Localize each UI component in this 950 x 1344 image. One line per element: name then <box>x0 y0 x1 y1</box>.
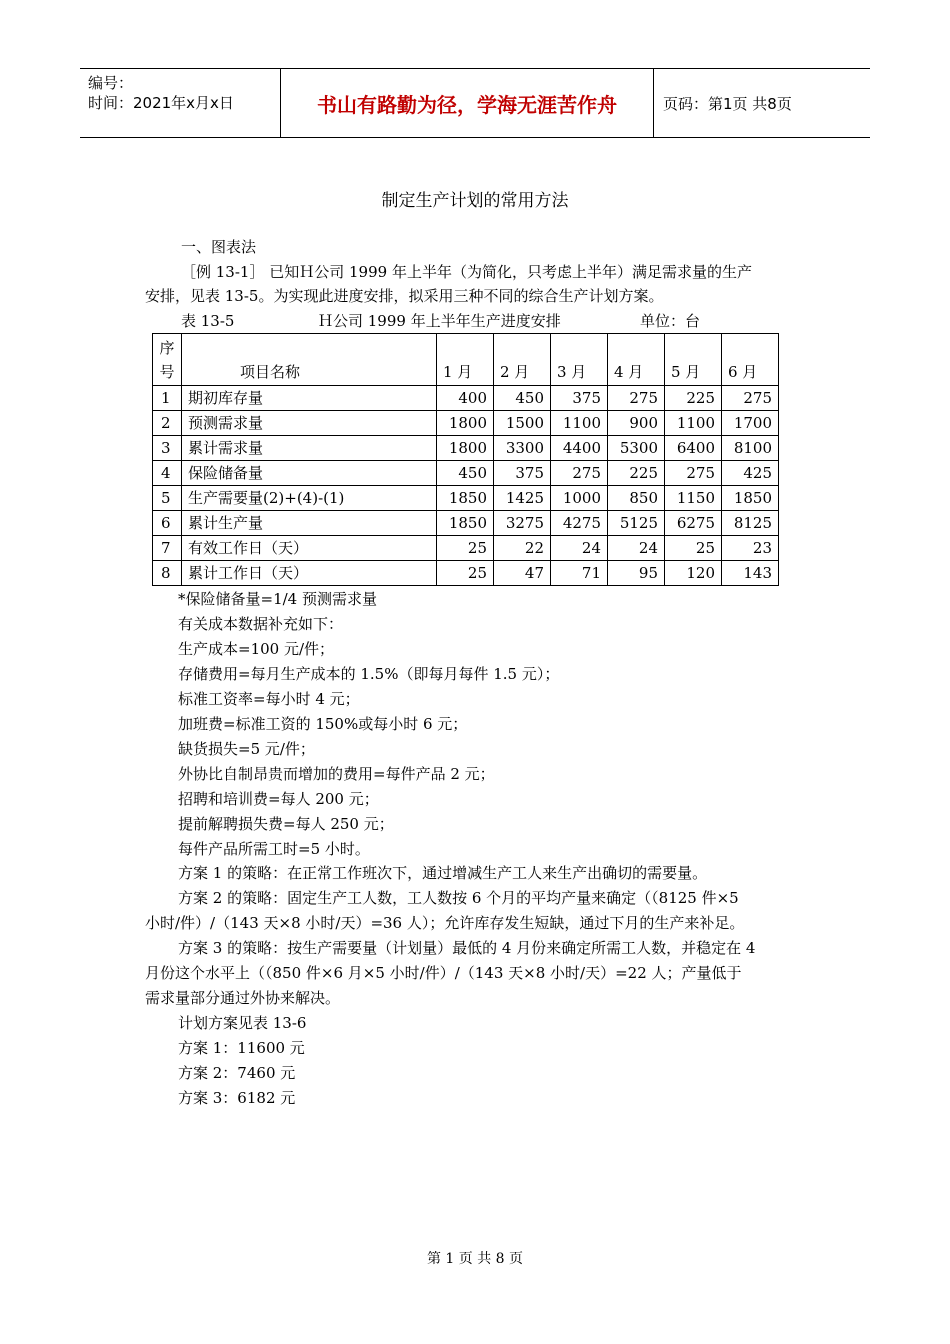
table-row <box>153 561 779 586</box>
cell-seq: 5 <box>153 486 182 511</box>
cost-item: 外协比自制昂贵而增加的费用=每件产品 2 元； <box>178 765 495 783</box>
cell-value: 23 <box>722 536 779 561</box>
cell-value: 1800 <box>437 411 494 436</box>
plan-3-strategy-line-3: 需求量部分通过外协来解决。 <box>145 989 341 1007</box>
cell-seq: 8 <box>153 561 182 586</box>
cell-value: 143 <box>722 561 779 586</box>
cell-value: 375 <box>494 461 551 486</box>
cell-value: 1150 <box>665 486 722 511</box>
table-row <box>153 536 779 561</box>
cost-item: 存储费用=每月生产成本的 1.5%（即每月每件 1.5 元）； <box>178 665 560 683</box>
document-title: 制定生产计划的常用方法 <box>381 191 569 211</box>
plan-2-strategy-line-1: 方案 2 的策略：固定生产工人数，工人数按 6 个月的平均产量来确定（（8125 件×5 <box>178 889 739 907</box>
cell-value: 120 <box>665 561 722 586</box>
header-month: 2 月 <box>494 334 551 386</box>
section-heading: 一、图表法 <box>181 238 257 256</box>
cost-item: 提前解聘损失费=每人 250 元； <box>178 815 394 833</box>
cell-item: 预测需求量 <box>182 411 437 436</box>
plan-2-strategy-line-2: 小时/件）/（143 天×8 小时/天）=36 人）；允许库存发生短缺，通过下月的生产来补足。 <box>145 914 745 932</box>
cell-seq: 4 <box>153 461 182 486</box>
cost-intro: 有关成本数据补充如下： <box>178 615 344 633</box>
header-month: 1 月 <box>437 334 494 386</box>
cell-value: 275 <box>551 461 608 486</box>
header-item: 项目名称 <box>182 334 437 386</box>
table-row <box>153 411 779 436</box>
cell-value: 1700 <box>722 411 779 436</box>
header-motto: 书山有路勤为径，学海无涯苦作舟 <box>280 69 654 137</box>
plan-3-strategy-line-1: 方案 3 的策略：按生产需要量（计划量）最低的 4 月份来确定所需工人数，并稳定在 4 <box>178 939 756 957</box>
cell-item: 有效工作日（天） <box>182 536 437 561</box>
example-text-line-2: 安排，见表 13-5。为实现此进度安排，拟采用三种不同的综合生产计划方案。 <box>145 287 664 305</box>
page-header <box>80 68 870 138</box>
table-row <box>153 436 779 461</box>
cell-value: 4275 <box>551 511 608 536</box>
example-text-line-1: ［例 13-1］ 已知Ｈ公司 1999 年上半年（为简化，只考虑上半年）满足需求量的生产 <box>181 263 752 281</box>
table-caption-unit: 单位：台 <box>640 312 701 330</box>
table-caption-name: Ｈ公司 1999 年上半年生产进度安排 <box>318 312 561 330</box>
cell-value: 1800 <box>437 436 494 461</box>
cost-item: 加班费=标准工资的 150%或每小时 6 元； <box>178 715 468 733</box>
cell-value: 1100 <box>665 411 722 436</box>
header-meta <box>80 69 280 137</box>
header-month: 3 月 <box>551 334 608 386</box>
cell-value: 5300 <box>608 436 665 461</box>
cell-value: 400 <box>437 386 494 411</box>
plan-result: 方案 2：7460 元 <box>178 1064 296 1082</box>
page-footer: 第 1 页 共 8 页 <box>426 1251 524 1267</box>
cell-item: 累计需求量 <box>182 436 437 461</box>
cell-value: 6275 <box>665 511 722 536</box>
cell-value: 275 <box>608 386 665 411</box>
table-row <box>153 386 779 411</box>
cell-value: 1850 <box>437 486 494 511</box>
table-row <box>153 511 779 536</box>
cost-item: 缺货损失=5 元/件； <box>178 740 315 758</box>
cell-value: 450 <box>437 461 494 486</box>
cell-value: 5125 <box>608 511 665 536</box>
header-month: 4 月 <box>608 334 665 386</box>
cell-value: 8100 <box>722 436 779 461</box>
table-caption-label: 表 13-5 <box>181 312 235 330</box>
cell-value: 3275 <box>494 511 551 536</box>
plan-result: 方案 1：11600 元 <box>178 1039 305 1057</box>
header-seq <box>153 334 182 386</box>
cell-value: 275 <box>665 461 722 486</box>
production-schedule-table <box>152 333 779 586</box>
cell-seq: 6 <box>153 511 182 536</box>
table-header-row <box>153 334 779 386</box>
cell-value: 850 <box>608 486 665 511</box>
cell-value: 1100 <box>551 411 608 436</box>
table-footnote: *保险储备量=1/4 预测需求量 <box>178 590 377 608</box>
cell-value: 225 <box>665 386 722 411</box>
cell-seq: 3 <box>153 436 182 461</box>
table-row <box>153 461 779 486</box>
cell-value: 4400 <box>551 436 608 461</box>
cell-item: 累计工作日（天） <box>182 561 437 586</box>
doc-date: 时间：2021年x月x日 <box>88 94 234 112</box>
cell-item: 保险储备量 <box>182 461 437 486</box>
header-page-number: 页码：第1页 共8页 <box>663 94 792 113</box>
plan-result: 方案 3：6182 元 <box>178 1089 296 1107</box>
cell-seq: 2 <box>153 411 182 436</box>
header-month: 6 月 <box>722 334 779 386</box>
cell-item: 期初库存量 <box>182 386 437 411</box>
cell-value: 24 <box>551 536 608 561</box>
cell-value: 22 <box>494 536 551 561</box>
cell-value: 71 <box>551 561 608 586</box>
header-month: 5 月 <box>665 334 722 386</box>
cell-item: 生产需要量(2)+(4)-(1) <box>182 486 437 511</box>
cost-item: 生产成本=100 元/件； <box>178 640 335 658</box>
cell-value: 1000 <box>551 486 608 511</box>
cell-value: 450 <box>494 386 551 411</box>
cell-value: 8125 <box>722 511 779 536</box>
cell-value: 275 <box>722 386 779 411</box>
cell-value: 25 <box>437 561 494 586</box>
cell-item: 累计生产量 <box>182 511 437 536</box>
table-row <box>153 486 779 511</box>
cell-value: 6400 <box>665 436 722 461</box>
cell-value: 900 <box>608 411 665 436</box>
cell-value: 1850 <box>722 486 779 511</box>
cell-value: 425 <box>722 461 779 486</box>
cell-seq: 1 <box>153 386 182 411</box>
doc-number: 编号： <box>88 74 134 92</box>
cell-value: 25 <box>437 536 494 561</box>
cell-value: 375 <box>551 386 608 411</box>
header-seq-text: 序号 <box>159 338 175 381</box>
plan-reference: 计划方案见表 13-6 <box>178 1014 307 1032</box>
cell-seq: 7 <box>153 536 182 561</box>
cost-item: 每件产品所需工时=5 小时。 <box>178 840 370 858</box>
plan-3-strategy-line-2: 月份这个水平上（（850 件×6 月×5 小时/件）/（143 天×8 小时/天）=22 人；产量低于 <box>145 964 742 982</box>
cell-value: 1500 <box>494 411 551 436</box>
cell-value: 3300 <box>494 436 551 461</box>
cell-value: 25 <box>665 536 722 561</box>
plan-1-strategy: 方案 1 的策略：在正常工作班次下，通过增减生产工人来生产出确切的需要量。 <box>178 864 708 882</box>
cell-value: 24 <box>608 536 665 561</box>
cell-value: 1850 <box>437 511 494 536</box>
cost-item: 招聘和培训费=每人 200 元； <box>178 790 379 808</box>
cell-value: 225 <box>608 461 665 486</box>
cell-value: 47 <box>494 561 551 586</box>
cell-value: 95 <box>608 561 665 586</box>
cost-item: 标准工资率=每小时 4 元； <box>178 690 360 708</box>
cell-value: 1425 <box>494 486 551 511</box>
